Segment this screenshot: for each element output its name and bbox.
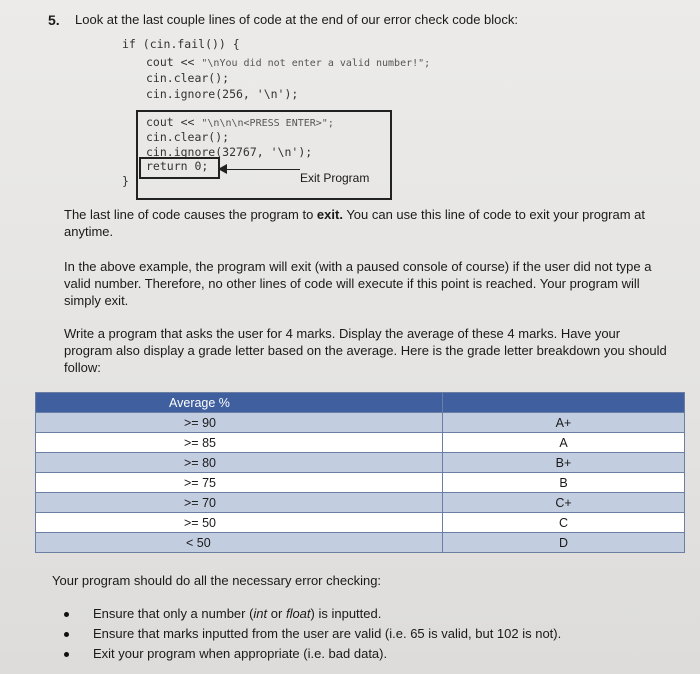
grade-table-header-row [36,393,685,413]
code-cout-keyword: cout << [146,55,202,69]
requirement-text-part: ) is inputted. [310,606,382,621]
paragraph-exit-text-2: You can use this line of code to exit your program at anytime. [64,207,646,239]
table-row [36,493,685,513]
code-error-string: "\nYou did not enter a valid number!"; [201,58,431,69]
code-line-cout-press [146,115,334,129]
paragraph-example: In the above example, the program will exit (with a paused console of course) if the user did not type a valid number. Therefore, no other lines of code will execute if this point is reached. Your program will simply exit. [64,259,652,308]
requirement-text-part: Ensure that only a number ( [93,606,254,621]
bullet-icon [64,612,69,617]
average-header: Average % [169,395,230,410]
requirement-text-part: or [267,606,286,621]
paragraph-assignment: Write a program that asks the user for 4 marks. Display the average of these 4 marks. Have your program also display a grade letter based on the average. Here is the grade letter breakdown you should follow: [64,326,667,375]
range-cell: >= 50 [184,515,216,530]
bullet-icon [64,632,69,637]
range-cell: >= 70 [184,495,216,510]
grade-cell: B [443,473,685,493]
bullet-icon [64,652,69,657]
exit-program-label: Exit Program [300,171,370,185]
code-line-if: if (cin.fail()) { [122,37,240,51]
list-item [64,604,561,624]
code-press-string: "\n\n\n<PRESS ENTER>"; [201,118,334,129]
range-cell: >= 75 [184,475,216,490]
table-header-cell-2 [443,393,685,413]
requirement-text: Exit your program when appropriate (i.e. bad data). [93,646,388,661]
paragraph-exit-text: The last line of code causes the program to [64,207,317,222]
requirement-italic-float: float [285,606,311,621]
table-row [36,533,685,553]
code-line-clear-2: cin.clear(); [146,130,230,144]
requirements-title: Your program should do all the necessary error checking: [52,573,382,588]
grade-cell: D [443,533,685,553]
grade-cell: A+ [443,413,685,433]
grade-cell: C+ [443,493,685,513]
grade-table [35,392,685,553]
table-row [36,513,685,533]
list-item [64,624,561,644]
table-row [36,433,685,453]
table-row [36,413,685,433]
arrow-left-icon [218,164,227,174]
range-cell: >= 90 [184,415,216,430]
range-cell: >= 85 [184,435,216,450]
table-row [36,453,685,473]
range-cell: >= 80 [184,455,216,470]
paragraph-exit-bold: exit. [316,207,343,222]
requirement-text [93,604,381,624]
question-number: 5. [48,12,60,28]
grade-cell: A [443,433,685,453]
grade-cell: B+ [443,453,685,473]
code-line-close-brace: } [122,174,129,188]
code-line-return: return 0; [146,159,209,173]
paragraph-exit [64,206,669,240]
grade-cell: C [443,513,685,533]
requirement-text: Ensure that marks inputted from the user are valid (i.e. 65 is valid, but 102 is not). [93,626,562,641]
table-header-cell [36,393,443,413]
code-line-ignore-2: cin.ignore(32767, '\n'); [146,145,313,159]
requirement-italic-int: int [253,606,268,621]
list-item [64,644,561,664]
arrow-line [225,169,300,170]
question-intro: Look at the last couple lines of code at the end of our error check code block: [75,12,518,27]
code-line-cout-error [146,55,430,69]
range-cell: < 50 [186,535,211,550]
requirements-list [64,604,561,664]
code-line-ignore: cin.ignore(256, '\n'); [146,87,299,101]
code-cout-keyword-2: cout << [146,115,202,129]
table-row [36,473,685,493]
code-line-clear: cin.clear(); [146,71,230,85]
